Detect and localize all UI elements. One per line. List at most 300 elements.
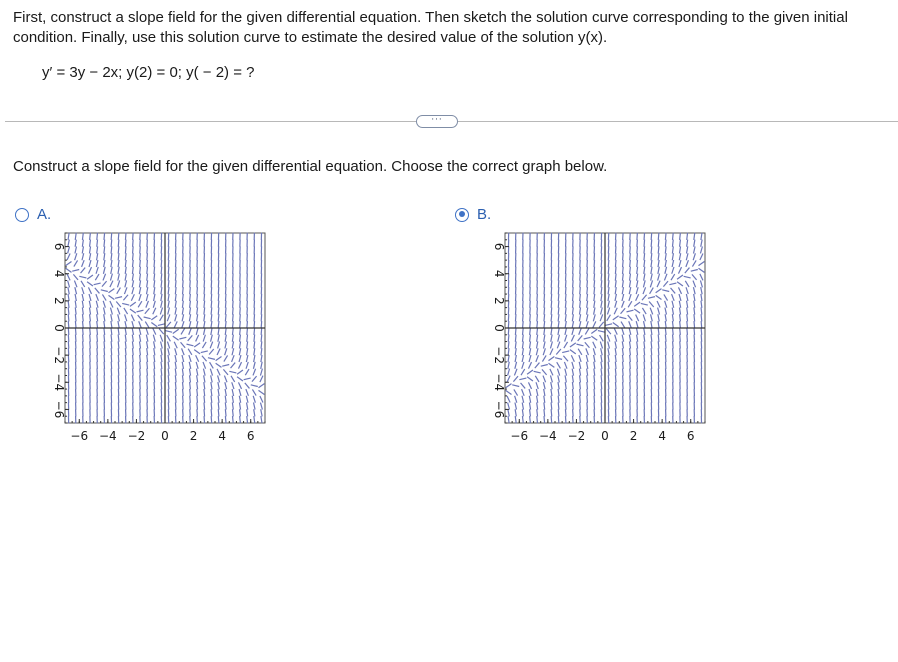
slope-segment bbox=[573, 294, 574, 301]
slope-segment bbox=[109, 295, 115, 299]
slope-segment bbox=[578, 349, 582, 355]
slope-segment bbox=[679, 294, 681, 301]
slope-segment bbox=[630, 355, 631, 362]
slope-segment bbox=[168, 382, 169, 389]
slope-segment bbox=[587, 382, 588, 389]
slope-segment bbox=[140, 253, 141, 260]
slope-segment bbox=[571, 355, 574, 362]
slope-segment bbox=[190, 389, 191, 396]
slope-segment bbox=[607, 315, 611, 321]
slope-segment bbox=[580, 301, 581, 308]
slope-segment bbox=[623, 362, 624, 369]
slope-segment bbox=[159, 329, 164, 335]
slope-segment bbox=[132, 328, 133, 335]
slope-segment bbox=[700, 247, 702, 254]
slope-segment bbox=[651, 341, 652, 348]
slope-segment bbox=[687, 307, 688, 314]
slope-segment bbox=[239, 389, 241, 396]
slope-segment bbox=[565, 314, 566, 321]
slope-segment bbox=[550, 369, 553, 376]
slope-segment bbox=[694, 314, 695, 321]
slope-segment bbox=[665, 253, 666, 260]
slope-segment bbox=[687, 233, 688, 240]
option-b-radio-row[interactable] bbox=[455, 206, 491, 223]
slope-segment bbox=[544, 301, 545, 308]
slope-segment bbox=[211, 335, 213, 342]
slope-segment bbox=[232, 409, 233, 416]
slope-segment bbox=[225, 321, 226, 328]
slope-segment bbox=[672, 267, 674, 274]
slope-segment bbox=[687, 341, 688, 348]
slope-segment bbox=[175, 389, 176, 396]
slope-segment bbox=[534, 371, 541, 373]
slope-segment bbox=[665, 260, 666, 267]
y-tick-label: 4 bbox=[492, 269, 506, 278]
option-b-label[interactable]: B. bbox=[477, 206, 492, 223]
slope-segment bbox=[74, 281, 77, 288]
slope-segment bbox=[225, 382, 227, 389]
slope-segment bbox=[587, 294, 588, 301]
y-tick-label: −6 bbox=[492, 400, 506, 419]
slope-segment bbox=[125, 314, 127, 321]
slope-segment bbox=[544, 328, 545, 335]
slope-segment bbox=[565, 409, 566, 416]
slope-segment bbox=[68, 321, 69, 328]
slope-segment bbox=[218, 294, 219, 301]
slope-segment bbox=[181, 328, 185, 334]
slope-segment bbox=[175, 355, 176, 362]
slope-segment bbox=[701, 328, 702, 335]
slope-segment bbox=[558, 409, 559, 416]
slope-segment bbox=[90, 335, 91, 342]
slope-segment bbox=[247, 416, 248, 423]
slope-segment bbox=[543, 348, 545, 355]
slope-segment bbox=[587, 280, 588, 287]
slope-segment bbox=[537, 301, 538, 308]
slope-segment bbox=[680, 328, 681, 335]
slope-segment bbox=[537, 409, 538, 416]
slope-segment bbox=[104, 308, 106, 315]
slope-segment bbox=[621, 308, 626, 314]
slope-segment bbox=[146, 301, 149, 308]
slope-segment bbox=[96, 294, 99, 301]
slope-segment bbox=[579, 321, 581, 328]
slope-segment bbox=[593, 348, 595, 355]
slope-segment bbox=[629, 280, 630, 287]
slope-segment bbox=[629, 328, 631, 335]
slope-segment bbox=[608, 280, 609, 287]
slope-segment bbox=[694, 307, 695, 314]
slope-segment bbox=[189, 362, 191, 369]
slope-segment bbox=[261, 416, 262, 423]
slope-segment bbox=[209, 349, 214, 355]
slope-segment bbox=[83, 321, 84, 328]
slope-segment bbox=[138, 301, 142, 307]
slope-segment bbox=[225, 389, 226, 396]
slope-segment bbox=[147, 274, 148, 281]
slope-segment bbox=[68, 247, 70, 254]
slope-segment bbox=[657, 281, 660, 288]
slope-segment bbox=[175, 308, 176, 315]
slope-segment bbox=[72, 269, 79, 271]
slope-segment bbox=[82, 301, 83, 308]
slope-segment bbox=[573, 396, 574, 403]
slope-segment bbox=[154, 274, 155, 281]
slope-segment bbox=[125, 274, 126, 281]
slope-segment bbox=[679, 260, 681, 267]
option-a-radio[interactable] bbox=[15, 208, 29, 222]
slope-segment bbox=[571, 335, 574, 342]
slope-segment bbox=[564, 362, 567, 369]
slope-segment bbox=[643, 280, 645, 287]
slope-segment bbox=[182, 294, 183, 301]
slope-segment bbox=[601, 287, 602, 294]
slope-segment bbox=[579, 362, 581, 369]
slope-segment bbox=[665, 321, 666, 328]
slope-field-plot-b bbox=[467, 228, 707, 448]
slope-segment bbox=[182, 369, 183, 376]
slope-segment bbox=[167, 314, 170, 321]
slope-segment bbox=[125, 355, 126, 362]
slope-segment bbox=[622, 301, 625, 308]
slope-segment bbox=[218, 396, 219, 403]
slope-segment bbox=[97, 233, 98, 240]
slope-segment bbox=[104, 260, 105, 267]
slope-segment bbox=[615, 382, 616, 389]
slope-segment bbox=[216, 356, 222, 360]
slope-segment bbox=[133, 253, 134, 260]
slope-segment bbox=[211, 328, 212, 335]
slope-segment bbox=[168, 274, 169, 281]
slope-segment bbox=[118, 267, 119, 274]
slope-segment bbox=[622, 355, 623, 362]
x-tick-label: −4 bbox=[99, 429, 117, 443]
slope-segment bbox=[658, 321, 659, 328]
slope-segment bbox=[680, 314, 681, 321]
slope-segment bbox=[601, 267, 602, 274]
slope-segment bbox=[89, 253, 90, 260]
slope-segment bbox=[580, 274, 581, 281]
slope-segment bbox=[116, 302, 121, 308]
slope-segment bbox=[594, 375, 595, 382]
slope-segment bbox=[140, 240, 141, 247]
slope-segment bbox=[658, 341, 659, 348]
slope-segment bbox=[529, 402, 530, 409]
slope-segment bbox=[232, 335, 233, 342]
slope-segment bbox=[558, 396, 559, 403]
slope-segment bbox=[216, 363, 222, 367]
slope-segment bbox=[673, 335, 674, 342]
slope-segment bbox=[601, 382, 602, 389]
slope-segment bbox=[658, 267, 659, 274]
slope-segment bbox=[551, 389, 552, 396]
slope-segment bbox=[132, 341, 133, 348]
slope-segment bbox=[254, 335, 255, 342]
slope-segment bbox=[90, 328, 91, 335]
slope-segment bbox=[530, 409, 531, 416]
slope-segment bbox=[218, 416, 219, 423]
slope-segment bbox=[225, 328, 226, 335]
slope-segment bbox=[111, 246, 112, 253]
slope-segment bbox=[587, 369, 588, 376]
slope-segment bbox=[225, 335, 226, 342]
slope-segment bbox=[644, 260, 645, 267]
slope-segment bbox=[125, 240, 126, 247]
slope-segment bbox=[637, 253, 638, 260]
slope-segment bbox=[90, 314, 91, 321]
slope-segment bbox=[630, 260, 631, 267]
slope-segment bbox=[125, 348, 126, 355]
slope-segment bbox=[245, 383, 250, 389]
slope-segment bbox=[680, 233, 681, 240]
slope-segment bbox=[154, 375, 155, 382]
slope-segment bbox=[224, 355, 228, 361]
slope-segment bbox=[637, 240, 638, 247]
slope-segment bbox=[125, 267, 126, 274]
slope-segment bbox=[161, 253, 162, 260]
slope-segment bbox=[644, 267, 645, 274]
slope-segment bbox=[68, 233, 69, 240]
slope-segment bbox=[260, 376, 263, 383]
slope-segment bbox=[204, 294, 205, 301]
slope-segment bbox=[573, 287, 574, 294]
slope-segment bbox=[678, 267, 681, 274]
option-a-radio-row[interactable] bbox=[15, 206, 51, 223]
slope-segment bbox=[558, 301, 559, 308]
slope-segment bbox=[551, 314, 552, 321]
slope-segment bbox=[125, 260, 126, 267]
slope-segment bbox=[117, 288, 121, 294]
slope-segment bbox=[211, 389, 212, 396]
slope-segment bbox=[615, 369, 616, 376]
slope-segment bbox=[644, 348, 645, 355]
slope-segment bbox=[637, 246, 638, 253]
slope-segment bbox=[621, 322, 625, 328]
slope-segment bbox=[154, 362, 155, 369]
slope-segment bbox=[629, 321, 632, 328]
slope-segment bbox=[530, 307, 531, 314]
slope-segment bbox=[139, 341, 140, 348]
slope-segment bbox=[508, 341, 509, 348]
slope-segment bbox=[637, 355, 638, 362]
slope-segment bbox=[188, 349, 192, 355]
slope-segment bbox=[671, 274, 675, 280]
slope-segment bbox=[587, 402, 588, 409]
slope-segment bbox=[573, 402, 574, 409]
slope-segment bbox=[168, 280, 169, 287]
slope-segment bbox=[530, 321, 531, 328]
slope-segment bbox=[658, 335, 659, 342]
slope-segment bbox=[694, 335, 695, 342]
slope-segment bbox=[254, 328, 255, 335]
slope-segment bbox=[138, 315, 143, 321]
slope-segment bbox=[529, 389, 531, 396]
slope-segment bbox=[522, 355, 524, 362]
slope-segment bbox=[665, 301, 667, 308]
slope-segment bbox=[662, 290, 669, 292]
slope-segment bbox=[586, 321, 588, 328]
slope-segment bbox=[261, 341, 262, 348]
slope-segment bbox=[614, 328, 617, 335]
slope-segment bbox=[175, 294, 176, 301]
slope-segment bbox=[125, 280, 127, 287]
slope-segment bbox=[190, 382, 191, 389]
slope-segment bbox=[175, 301, 176, 308]
slope-segment bbox=[608, 260, 609, 267]
slope-segment bbox=[628, 315, 633, 321]
slope-segment bbox=[691, 269, 698, 271]
option-b-radio[interactable] bbox=[455, 208, 469, 222]
slope-segment bbox=[593, 314, 595, 321]
slope-segment bbox=[601, 362, 602, 369]
slope-segment bbox=[672, 328, 673, 335]
slope-segment bbox=[161, 280, 162, 287]
slope-segment bbox=[189, 321, 191, 328]
slope-segment bbox=[544, 314, 545, 321]
slope-segment bbox=[644, 274, 645, 281]
slope-segment bbox=[175, 362, 176, 369]
slope-segment bbox=[190, 287, 191, 294]
option-a-label[interactable]: A. bbox=[37, 206, 52, 223]
slope-segment bbox=[147, 369, 148, 376]
slope-segment bbox=[565, 328, 567, 335]
slope-segment bbox=[188, 335, 193, 341]
slope-segment bbox=[211, 321, 212, 328]
slope-segment bbox=[147, 267, 148, 274]
slope-segment bbox=[586, 362, 587, 369]
y-tick-label: 0 bbox=[52, 324, 66, 332]
slope-field-plot-a bbox=[27, 228, 267, 448]
slope-segment bbox=[642, 295, 647, 301]
slope-segment bbox=[146, 287, 147, 294]
slope-segment bbox=[605, 324, 612, 326]
slope-segment bbox=[190, 274, 191, 281]
slope-segment bbox=[622, 348, 623, 355]
slope-segment bbox=[677, 275, 683, 279]
slope-segment bbox=[104, 314, 105, 321]
slope-segment bbox=[508, 416, 509, 423]
slope-segment bbox=[508, 321, 509, 328]
slope-segment bbox=[158, 324, 165, 326]
slope-segment bbox=[686, 260, 689, 267]
slope-segment bbox=[677, 282, 683, 286]
slope-segment bbox=[183, 267, 184, 274]
slope-segment bbox=[522, 389, 525, 396]
slope-segment bbox=[557, 369, 559, 376]
slope-segment bbox=[550, 375, 552, 382]
slope-segment bbox=[75, 335, 76, 342]
slope-segment bbox=[168, 396, 169, 403]
slope-segment bbox=[131, 294, 134, 301]
slope-segment bbox=[132, 280, 133, 287]
slope-segment bbox=[147, 280, 148, 287]
slope-segment bbox=[87, 282, 93, 286]
slope-segment bbox=[613, 323, 619, 327]
slope-segment bbox=[630, 375, 631, 382]
slope-segment bbox=[174, 342, 177, 349]
slope-segment bbox=[523, 314, 524, 321]
slope-segment bbox=[606, 329, 611, 335]
slope-segment bbox=[535, 376, 539, 382]
slope-segment bbox=[104, 341, 105, 348]
slope-segment bbox=[182, 362, 183, 369]
slope-segment bbox=[147, 375, 148, 382]
slope-segment bbox=[615, 253, 616, 260]
slope-segment bbox=[82, 314, 83, 321]
x-tick-label: 0 bbox=[601, 429, 609, 443]
slope-segment bbox=[132, 260, 133, 267]
option-a bbox=[15, 206, 255, 443]
slope-segment bbox=[132, 321, 134, 328]
slope-segment bbox=[580, 375, 581, 382]
slope-segment bbox=[66, 261, 72, 265]
slope-segment bbox=[97, 335, 98, 342]
slope-segment bbox=[600, 314, 603, 321]
slope-segment bbox=[233, 307, 234, 314]
slope-segment bbox=[630, 274, 631, 281]
slope-segment bbox=[565, 335, 567, 342]
slope-segment bbox=[601, 260, 602, 267]
slope-segment bbox=[96, 267, 98, 274]
slope-segment bbox=[225, 416, 226, 423]
slope-segment bbox=[685, 281, 689, 287]
slope-segment bbox=[118, 240, 119, 247]
slope-segment bbox=[104, 335, 105, 342]
slope-segment bbox=[679, 301, 680, 308]
slope-segment bbox=[587, 375, 588, 382]
slope-segment bbox=[204, 416, 205, 423]
slope-segment bbox=[90, 321, 91, 328]
slope-segment bbox=[593, 321, 596, 328]
slope-segment bbox=[580, 287, 581, 294]
slope-segment bbox=[68, 240, 69, 247]
slope-segment bbox=[658, 246, 659, 253]
slope-segment bbox=[247, 341, 248, 348]
slope-segment bbox=[622, 341, 623, 348]
slope-segment bbox=[614, 308, 617, 315]
x-tick-label: 6 bbox=[686, 429, 695, 443]
expand-more-button[interactable]: ··· bbox=[416, 115, 458, 128]
slope-segment bbox=[637, 335, 638, 342]
slope-segment bbox=[608, 355, 609, 362]
slope-segment bbox=[81, 268, 86, 274]
slope-segment bbox=[637, 362, 638, 369]
slope-segment bbox=[701, 307, 702, 314]
slope-segment bbox=[246, 389, 249, 396]
slope-segment bbox=[551, 301, 552, 308]
slope-segment bbox=[665, 308, 667, 315]
slope-segment bbox=[161, 341, 163, 348]
slope-segment bbox=[237, 370, 243, 374]
slope-segment bbox=[125, 335, 126, 342]
slope-segment bbox=[140, 355, 141, 362]
slope-segment bbox=[225, 348, 227, 355]
slope-segment bbox=[651, 348, 652, 355]
slope-segment bbox=[601, 375, 602, 382]
slope-segment bbox=[254, 314, 255, 321]
slope-segment bbox=[644, 355, 645, 362]
slope-segment bbox=[508, 409, 509, 416]
slope-segment bbox=[68, 287, 69, 294]
slope-segment bbox=[194, 350, 200, 354]
slope-segment bbox=[580, 409, 581, 416]
slope-segment bbox=[218, 328, 219, 335]
slope-segment bbox=[587, 396, 588, 403]
slope-segment bbox=[239, 396, 240, 403]
slope-segment bbox=[615, 375, 616, 382]
slope-segment bbox=[190, 294, 191, 301]
slope-segment bbox=[168, 348, 170, 355]
